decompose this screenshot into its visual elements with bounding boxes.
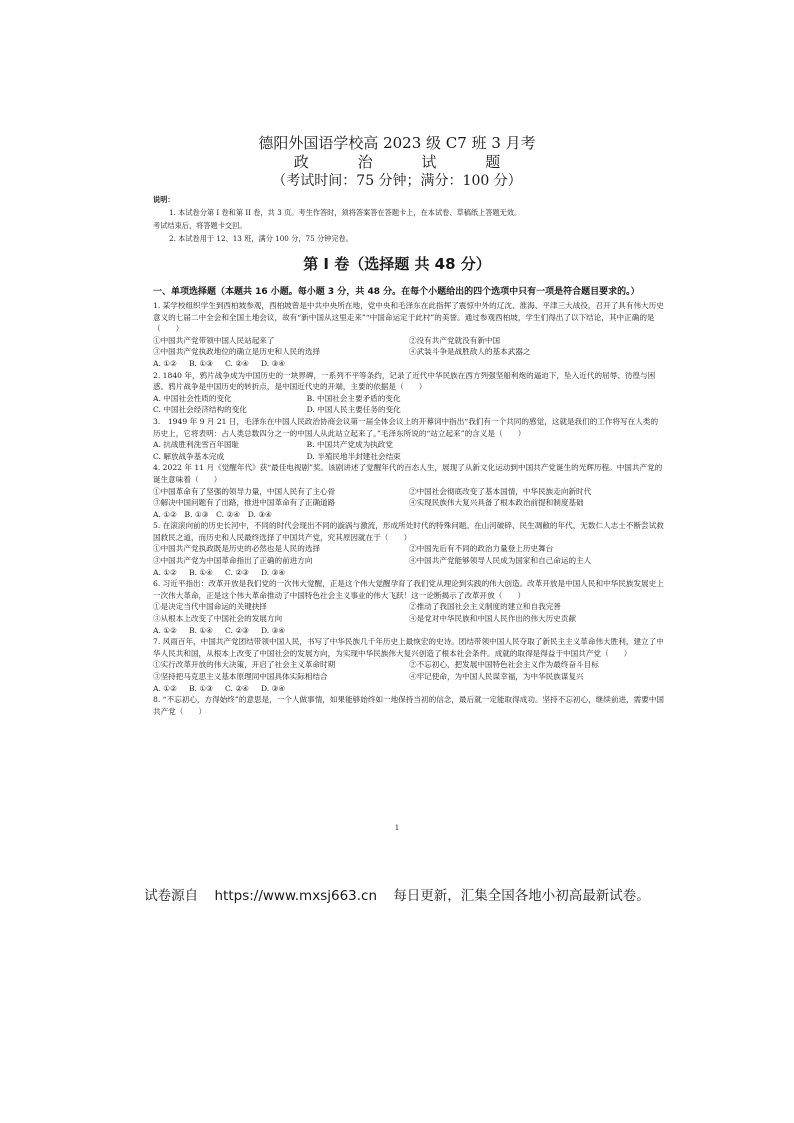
option: ②推动了我国社会主义制度的建立和自我完善 — [409, 602, 561, 612]
page-number: 1 — [394, 824, 400, 832]
option: ③解决中国问题有了出路，推进中国革命有了正确道路 — [153, 498, 336, 508]
subject-char: 试 — [421, 153, 437, 171]
exam-header — [0, 133, 794, 191]
question-1 — [153, 300, 665, 370]
option: ③中国共产党为中国革命指出了正确的前进方向 — [153, 556, 313, 566]
choice: D. ③④ — [260, 358, 286, 368]
option: ②没有共产党就没有新中国 — [409, 335, 501, 345]
choice: C. ②④ — [224, 358, 249, 368]
subject-char: 政 — [293, 153, 309, 171]
question-8 — [153, 694, 665, 717]
question-stem: 1. 某学校组织学生到西柏坡参观，西柏坡曾是中共中央所在地，党中央和毛泽东在此指挥了震惊中外的辽沈、淮海、平津三大战役，召开了具有伟大历史意义的七届二中全会和全国土地会议，故有“新中国从这里走来”“中国命运定于此村”的美誉。通过参观西柏坡，学生们得出了以下结论，其中正确的是（ ） — [153, 301, 664, 334]
option: ②中国社会彻底改变了基本国情，中华民族走向新时代 — [409, 486, 592, 496]
page-footer — [0, 886, 794, 906]
exam-title: 德阳外国语学校高 2023 级 C7 班 3 月考 — [258, 134, 536, 152]
question-3 — [153, 416, 665, 462]
subject-char: 题 — [485, 153, 501, 171]
option: ①中国革命有了坚强的领导力量，中国人民有了主心骨 — [153, 486, 336, 496]
option: ④是党对中华民族和中国人民作出的伟大历史贡献 — [409, 614, 577, 624]
choice: C. ②④ — [224, 683, 249, 693]
question-stem: 7. 风雨百年，中国共产党团结带领中国人民，书写了中华民族几千年历史上最恢宏的史诗。团结带领中国人民夺取了新民主主义革命伟大胜利，建立了中华人民共和国，从根本上改变了中国社会的发展方向，为实现中华民族伟大复兴创造了根本社会条件。成就的取得是得益于中国共产党（ ） — [153, 637, 664, 658]
exam-subject — [0, 153, 794, 172]
notes-label: 说明： — [153, 195, 175, 204]
choice: B. ①③ — [188, 683, 213, 693]
option: ④实现民族伟大复兴具备了根本政治前提和制度基础 — [409, 498, 584, 508]
option: ③坚持把马克思主义基本原理同中国具体实际相结合 — [153, 672, 328, 681]
choice: D. ③④ — [260, 625, 286, 635]
option: D. 半殖民地半封建社会结束 — [306, 451, 401, 461]
option: ①是决定当代中国命运的关键抉择 — [153, 602, 267, 612]
option: C. 解放战争基本完成 — [153, 451, 225, 461]
option: ④武装斗争是战胜敌人的基本武器之 — [409, 347, 531, 357]
option: ①中国共产党执政既是历史的必然也是人民的选择 — [153, 544, 321, 554]
question-stem: 3. 1949 年 9 月 21 日，毛泽东在中国人民政治协商会议第一届全体会议上的开幕词中指出“我们有一个共同的感觉，这就是我们的工作将写在人类的历史上，它将表明：占人类总数四分之一的中国人从此站立起来了。”毛泽东所说的“站立起来”的含义是（ ） — [153, 416, 659, 438]
option: ④中国共产党能够领导人民成为国家和自己命运的主人 — [409, 556, 592, 566]
choice: D. ③④ — [260, 683, 286, 693]
exam-notes — [153, 193, 663, 245]
section-title: 第 I 卷（选择题 共 48 分） — [303, 255, 491, 273]
option: A. 抗战胜利洗雪百年国耻 — [153, 440, 240, 450]
question-stem: 5. 在滚滚向前的历史长河中，不同的时代会现出不同的漩涡与激流，形成所处时代的特殊问题。在山河破碎、民生凋敝的年代，无数仁人志士不断尝试救国救民之道，而历史和人民最终选择了中国共产党，究其原因就在于（ ） — [153, 521, 664, 542]
choice: C. ②③ — [224, 625, 249, 635]
question-4 — [153, 462, 665, 520]
option: ①中国共产党带领中国人民站起来了 — [153, 335, 275, 345]
notes-line: 1. 本试卷分第 I 卷和第 II 卷，共 3 页。考生作答时，须将答案答在答题卡上，在本试卷、草稿纸上答题无效。 — [169, 208, 522, 217]
question-stem: 8. “不忘初心，方得始终”的意思是，一个人做事情，如果能够始终如一地保持当初的信念，最后就一定能取得成功。坚持不忘初心，继续前进，需要中国共产党（ ） — [153, 695, 665, 716]
option: D. 中国人民主要任务的变化 — [306, 405, 401, 415]
option: ②不忘初心，把发展中国特色社会主义作为最终奋斗目标 — [409, 660, 599, 670]
notes-line: 考试结束后，将答题卡交回。 — [153, 221, 247, 230]
question-2 — [153, 370, 665, 416]
option: A. 中国社会性质的变化 — [153, 393, 232, 403]
question-6 — [153, 578, 665, 636]
choice-line: A. ①② B. ①③ C. ②④ D. ③④ — [153, 509, 272, 519]
choice: A. ①② — [153, 625, 177, 635]
notes-line: 2. 本试卷用于 12、13 班，满分 100 分，75 分钟完卷。 — [169, 234, 353, 243]
footer-url[interactable]: https://www.mxsj663.cn — [214, 888, 378, 904]
group-title: 一、单项选择题（本题共 16 小题。每小题 3 分，共 48 分。在每个小题给出的四个选项中只有一项是符合题目要求的。） — [153, 287, 640, 297]
choice: B. ①④ — [188, 625, 213, 635]
option: ③中国共产党执政地位的确立是历史和人民的选择 — [153, 347, 321, 357]
exam-time: （考试时间：75 分钟；满分：100 分） — [272, 173, 522, 189]
question-7 — [153, 636, 665, 694]
choice: A. ①② — [153, 358, 177, 368]
choice: A. ①② — [153, 567, 177, 577]
choice: D. ③④ — [260, 567, 286, 577]
option: ①实行改革开放的伟大决策，开启了社会主义革命时期 — [153, 660, 336, 670]
choice: C. ②③ — [224, 567, 249, 577]
option: B. 中国社会主要矛盾的变化 — [306, 393, 401, 403]
question-5 — [153, 520, 665, 578]
choice: B. ①④ — [188, 567, 213, 577]
option: ③从根本上改变了中国社会的发展方向 — [153, 614, 283, 624]
question-stem: 6. 习近平指出：改革开放是我们党的一次伟大觉醒，正是这个伟大觉醒孕育了我们党从理论到实践的伟大创造。改革开放是中国人民和中华民族发展史上一次伟大革命，正是这个伟大革命推动了中国特色社会主义事业的伟大飞跃！这一论断揭示了改革开放（ ） — [153, 579, 664, 600]
question-stem: 4. 2022 年 11 月《觉醒年代》获“最佳电视剧”奖。该剧讲述了觉醒年代的百态人生，展现了从新文化运动到中国共产党诞生的光辉历程。中国共产党的诞生意味着（ ） — [153, 463, 663, 484]
question-list — [153, 285, 665, 717]
footer-source: 试卷源自 — [144, 888, 199, 904]
option: ②中国先后有不同的政治力量登上历史舞台 — [409, 544, 554, 554]
footer-tagline: 每日更新，汇集全国各地小初高最新试卷。 — [393, 888, 650, 904]
option: C. 中国社会经济结构的变化 — [153, 405, 247, 415]
choice: A. ①② — [153, 683, 177, 693]
option: ④牢记使命，为中国人民谋幸福，为中华民族谋复兴 — [409, 672, 584, 681]
subject-char: 治 — [357, 153, 373, 171]
question-stem: 2. 1840 年，鸦片战争成为中国历史的一块界碑，一系列不平等条约，记录了近代中华民族在西方列强坚船利炮的逼迫下，坠入近代的屈辱、彷徨与困惑。鸦片战争是中国历史的转折点，是中国近代史的开端，主要的依据是（ ） — [153, 370, 656, 392]
option: B. 中国共产党成为执政党 — [306, 440, 393, 450]
choice: B. ①③ — [188, 358, 213, 368]
